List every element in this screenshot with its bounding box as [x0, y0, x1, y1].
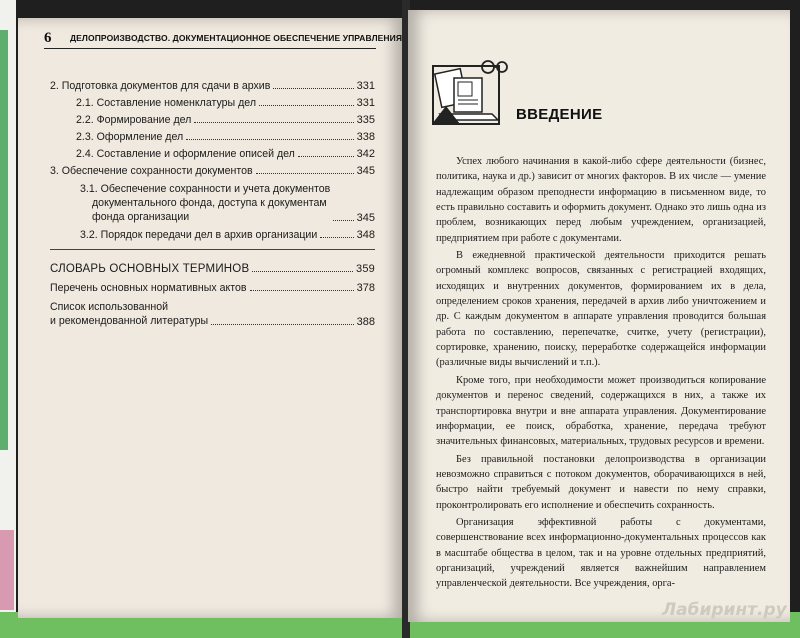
table-of-contents: [50, 75, 375, 328]
paragraph: Кроме того, при необходимости может производиться копирование документов и перенос сведений, содержащихся в них, а также их транспортировка внутри и вне аппарата управления. Документирование информации, ее поиск, обработка, хранение, передача требуют значительных финансовых, материальных, трудовых ресурсов и времени.: [436, 374, 766, 448]
toc-entry-page: 342: [356, 148, 375, 160]
toc-entry-label: Перечень основных нормативных актов: [50, 282, 247, 294]
paragraph: Без правильной постановки делопроизводства в организации невозможно справиться с потоком документов, оборачивающихся в ней, быстро найти требуемый документ и навести по нему справки, проконтролировать его исполнение и обеспечить сохранность.: [436, 453, 766, 511]
toc-entry: [50, 126, 375, 143]
toc-entry-label: 2.2. Формирование дел: [76, 114, 192, 126]
toc-entry-page: 348: [356, 229, 375, 241]
watermark: Лабиринт.ру: [662, 600, 787, 620]
toc-entry: [50, 256, 375, 275]
toc-entry: [50, 294, 375, 328]
toc-entry: [50, 92, 375, 109]
toc-entry-label: 2.1. Составление номенклатуры дел: [76, 97, 257, 109]
toc-entry-label: 3. Обеспечение сохранности документов: [50, 165, 253, 177]
toc-entry-page: 359: [356, 263, 375, 275]
toc-entry-label: 2.4. Составление и оформление описей дел: [76, 148, 295, 160]
cover-edge-pink: [0, 530, 14, 610]
toc-entry-label: Список использованной и рекомендованной литературы: [50, 301, 209, 327]
paragraph: Организация эффективной работы с документами, совершенствование всех информационно-документальных процессов как в масштабе общества в целом, так и на уровне отдельных предприятий, организаций, учреждений является важнейшим направлением управленческой деятельности. Все учреждения, орга-: [436, 516, 766, 590]
toc-entry-label: СЛОВАРЬ ОСНОВНЫХ ТЕРМИНОВ: [50, 263, 250, 275]
toc-entry-page: 335: [356, 114, 375, 126]
toc-entry: [50, 109, 375, 126]
toc-entry: [50, 275, 375, 294]
body-text: [436, 154, 766, 594]
toc-entry-page: 331: [356, 80, 375, 92]
toc-divider: [50, 249, 375, 250]
toc-entry-label: 3.2. Порядок передачи дел в архив организации: [80, 229, 318, 241]
running-title: ДЕЛОПРОИЗВОДСТВО. ДОКУМЕНТАЦИОННОЕ ОБЕСПЕЧЕНИЕ УПРАВЛЕНИЯ: [70, 33, 403, 43]
cover-edge-green: [0, 30, 8, 450]
toc-entry: [50, 143, 375, 160]
toc-entry: [50, 160, 375, 177]
toc-entry-page: 345: [356, 165, 375, 177]
books-illustration-icon: [432, 58, 508, 126]
toc-entry-page: 345: [356, 212, 375, 224]
section-heading: ВВЕДЕНИЕ: [516, 106, 603, 123]
toc-entry: [50, 224, 375, 241]
toc-entry-page: 338: [356, 131, 375, 143]
toc-entry-page: 388: [356, 316, 375, 328]
paragraph: В ежедневной практической деятельности приходится решать огромный комплекс вопросов, связанных с регистрацией входящих, исходящих и внутренних документов, формированием их в дела, определением сроков хранения, передачей в архив либо уничтожением и др. С каждым документом в аппарате управления проводится большая работа по составлению, перепечатке, считке, учету (регистрации), сортировке, хранению, поиску, переработке содержащейся информации (различные виды вычислений и т.п.).: [436, 250, 766, 369]
toc-entry-page: 378: [356, 282, 375, 294]
toc-entry-label: 3.1. Обеспечение сохранности и учета документов документального фонда, доступа к документам фонда организации: [80, 183, 331, 223]
toc-entry-label: 2. Подготовка документов для сдачи в архив: [50, 80, 271, 92]
toc-entry-page: 331: [356, 97, 375, 109]
running-header: [44, 30, 403, 49]
paragraph: Успех любого начинания в какой-либо сфере деятельности (бизнес, политика, наука и др.) зависит от многих факторов. В их числе — умение надлежащим образом преподнести информацию в письменном виде, то есть правильно составить и оформить документ. Однако это лишь одна из проблем, возникающих перед любым учреждением, организацией, предприятием при работе с документами.: [436, 156, 766, 244]
toc-entry: [50, 177, 375, 224]
page-number: 6: [44, 30, 52, 46]
toc-entry-label: 2.3. Оформление дел: [76, 131, 184, 143]
toc-entry: [50, 75, 375, 92]
